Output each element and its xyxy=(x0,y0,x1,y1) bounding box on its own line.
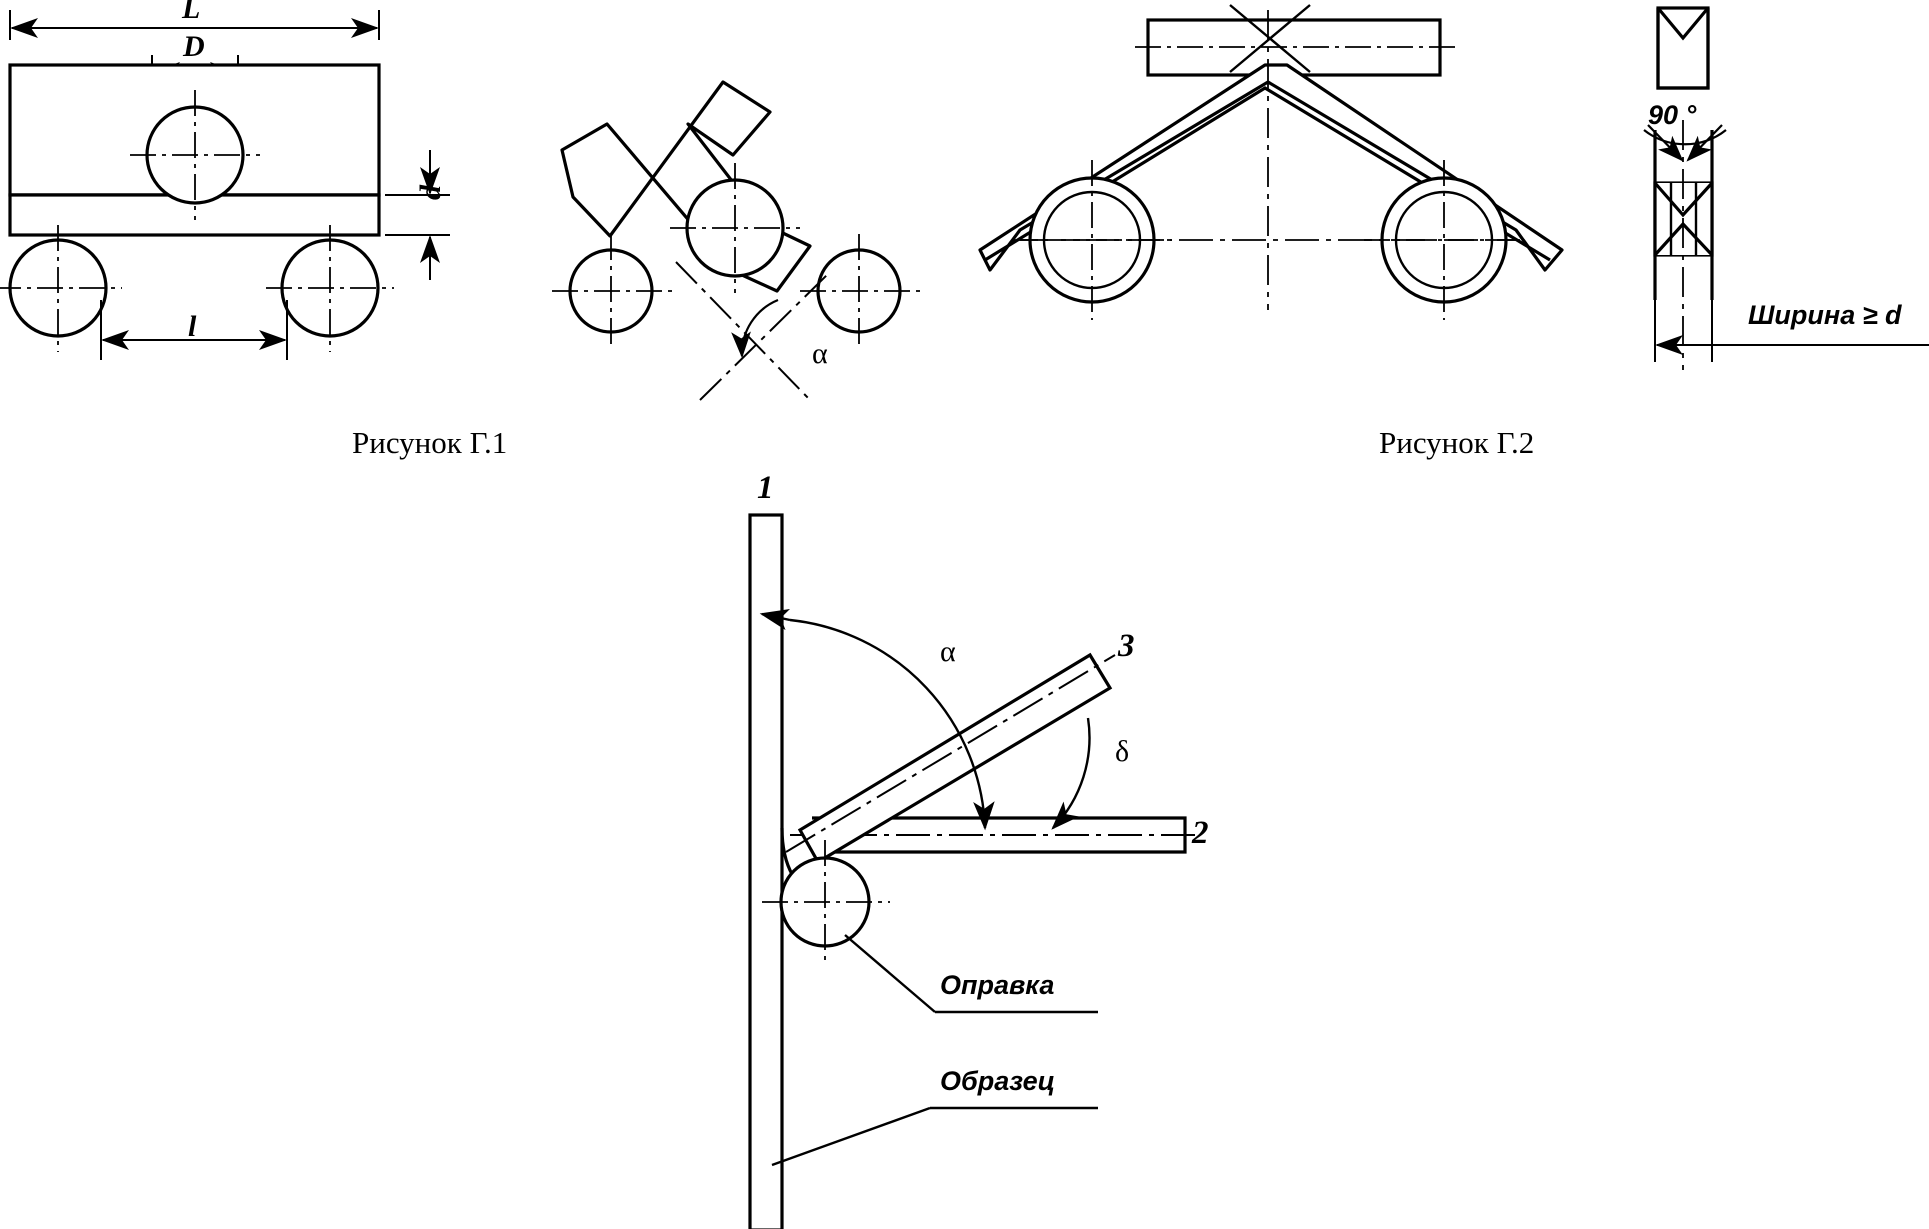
label-thickness-d: d xyxy=(414,185,447,200)
label-delta-angle: δ xyxy=(1115,735,1130,768)
figure-2-caption: Рисунок Г.2 xyxy=(1379,425,1535,460)
label-specimen: Образец xyxy=(940,1066,1056,1096)
label-item-3: 3 xyxy=(1118,628,1135,664)
label-bend-angle-alpha: α xyxy=(812,337,828,370)
label-mandrel: Оправка xyxy=(940,970,1055,1000)
alpha-construction-lines xyxy=(676,262,830,400)
leader-specimen xyxy=(772,1108,1098,1165)
fig2-view-c xyxy=(980,5,1562,320)
label-length-L: L xyxy=(182,0,201,25)
label-diameter-D: D xyxy=(183,30,205,63)
label-notch-angle: 90 ° xyxy=(1648,100,1697,130)
label-width-note: Ширина ≥ d xyxy=(1748,300,1902,330)
dim-d xyxy=(385,150,450,280)
fig1-view-a xyxy=(0,10,450,360)
label-span-l: l xyxy=(188,310,197,343)
label-item-2: 2 xyxy=(1192,815,1209,851)
label-item-1: 1 xyxy=(757,470,774,506)
fig1-view-b xyxy=(552,82,920,400)
label-alpha-angle: α xyxy=(940,635,956,668)
figure-1-caption: Рисунок Г.1 xyxy=(352,425,508,460)
